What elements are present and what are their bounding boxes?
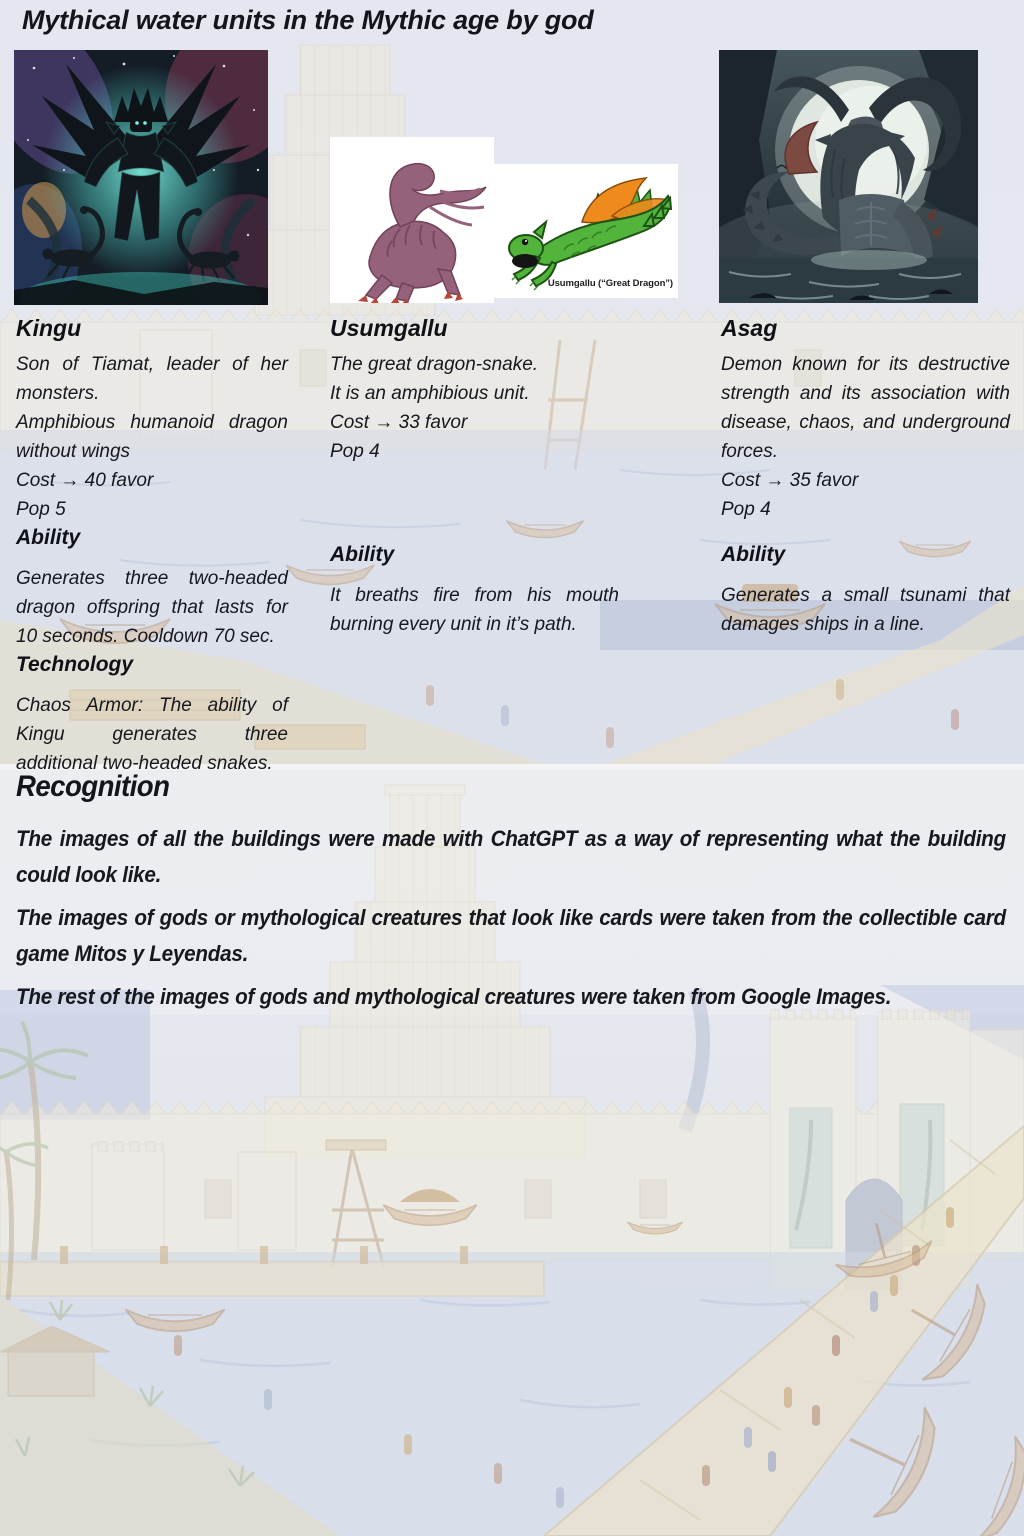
unit-description: Son of Tiamat, leader of her monsters. bbox=[16, 354, 288, 404]
usumgallu-green-dragon-card-image bbox=[494, 164, 678, 298]
ability-heading: Ability bbox=[16, 526, 81, 549]
card-caption: Usumgallu (“Great Dragon”) bbox=[547, 278, 673, 289]
technology-text: Chaos Armor: The ability of Kingu generates three additional two-headed snakes. bbox=[16, 695, 288, 774]
unit-name: Kingu bbox=[16, 315, 82, 341]
ability-text: Generates a small tsunami that damages ships in a line. bbox=[721, 585, 1010, 635]
recognition-paragraph: The images of gods or mythological creatures that look like cards were taken from the collectible card game Mitos y Leyendas. bbox=[16, 905, 1006, 966]
technology-heading: Technology bbox=[16, 653, 134, 676]
unit-column-asag bbox=[721, 314, 1010, 639]
unit-description: Demon known for its destructive strength and its association with disease, chaos, and underground forces. bbox=[721, 354, 1010, 462]
recognition-paragraph: The images of all the buildings were made with ChatGPT as a way of representing what the building could look like. bbox=[16, 826, 1006, 887]
unit-pop: Pop 4 bbox=[330, 441, 380, 462]
ability-text: It breaths fire from his mouth burning every unit in it’s path. bbox=[330, 585, 619, 635]
unit-cost: Cost → 33 favor bbox=[330, 412, 468, 433]
unit-pop: Pop 5 bbox=[16, 499, 66, 520]
ability-heading: Ability bbox=[721, 543, 786, 566]
asag-artwork-image bbox=[719, 50, 978, 303]
recognition-paragraph: The rest of the images of gods and mythological creatures were taken from Google Images. bbox=[16, 984, 892, 1009]
kingu-artwork-image bbox=[14, 50, 268, 305]
unit-cost: Cost → 35 favor bbox=[721, 470, 859, 491]
unit-column-usumgallu bbox=[330, 314, 619, 639]
ability-heading: Ability bbox=[330, 543, 395, 566]
unit-pop: Pop 4 bbox=[721, 499, 771, 520]
usumgallu-purple-dragon-card-image bbox=[330, 137, 494, 303]
recognition-heading: Recognition bbox=[16, 770, 170, 803]
unit-description: It is an amphibious unit. bbox=[330, 383, 530, 404]
unit-name: Usumgallu bbox=[330, 315, 448, 341]
unit-cost: Cost → 40 favor bbox=[16, 470, 154, 491]
unit-name: Asag bbox=[721, 315, 778, 341]
recognition-section bbox=[16, 768, 1006, 1022]
page-title: Mythical water units in the Mythic age by god bbox=[22, 5, 594, 35]
ability-text: Generates three two-headed dragon offspring that lasts for 10 seconds. Cooldown 70 sec. bbox=[16, 568, 288, 647]
unit-column-kingu bbox=[16, 314, 288, 778]
unit-description: The great dragon-snake. bbox=[330, 354, 539, 375]
unit-description: Amphibious humanoid dragon without wings bbox=[16, 412, 288, 462]
